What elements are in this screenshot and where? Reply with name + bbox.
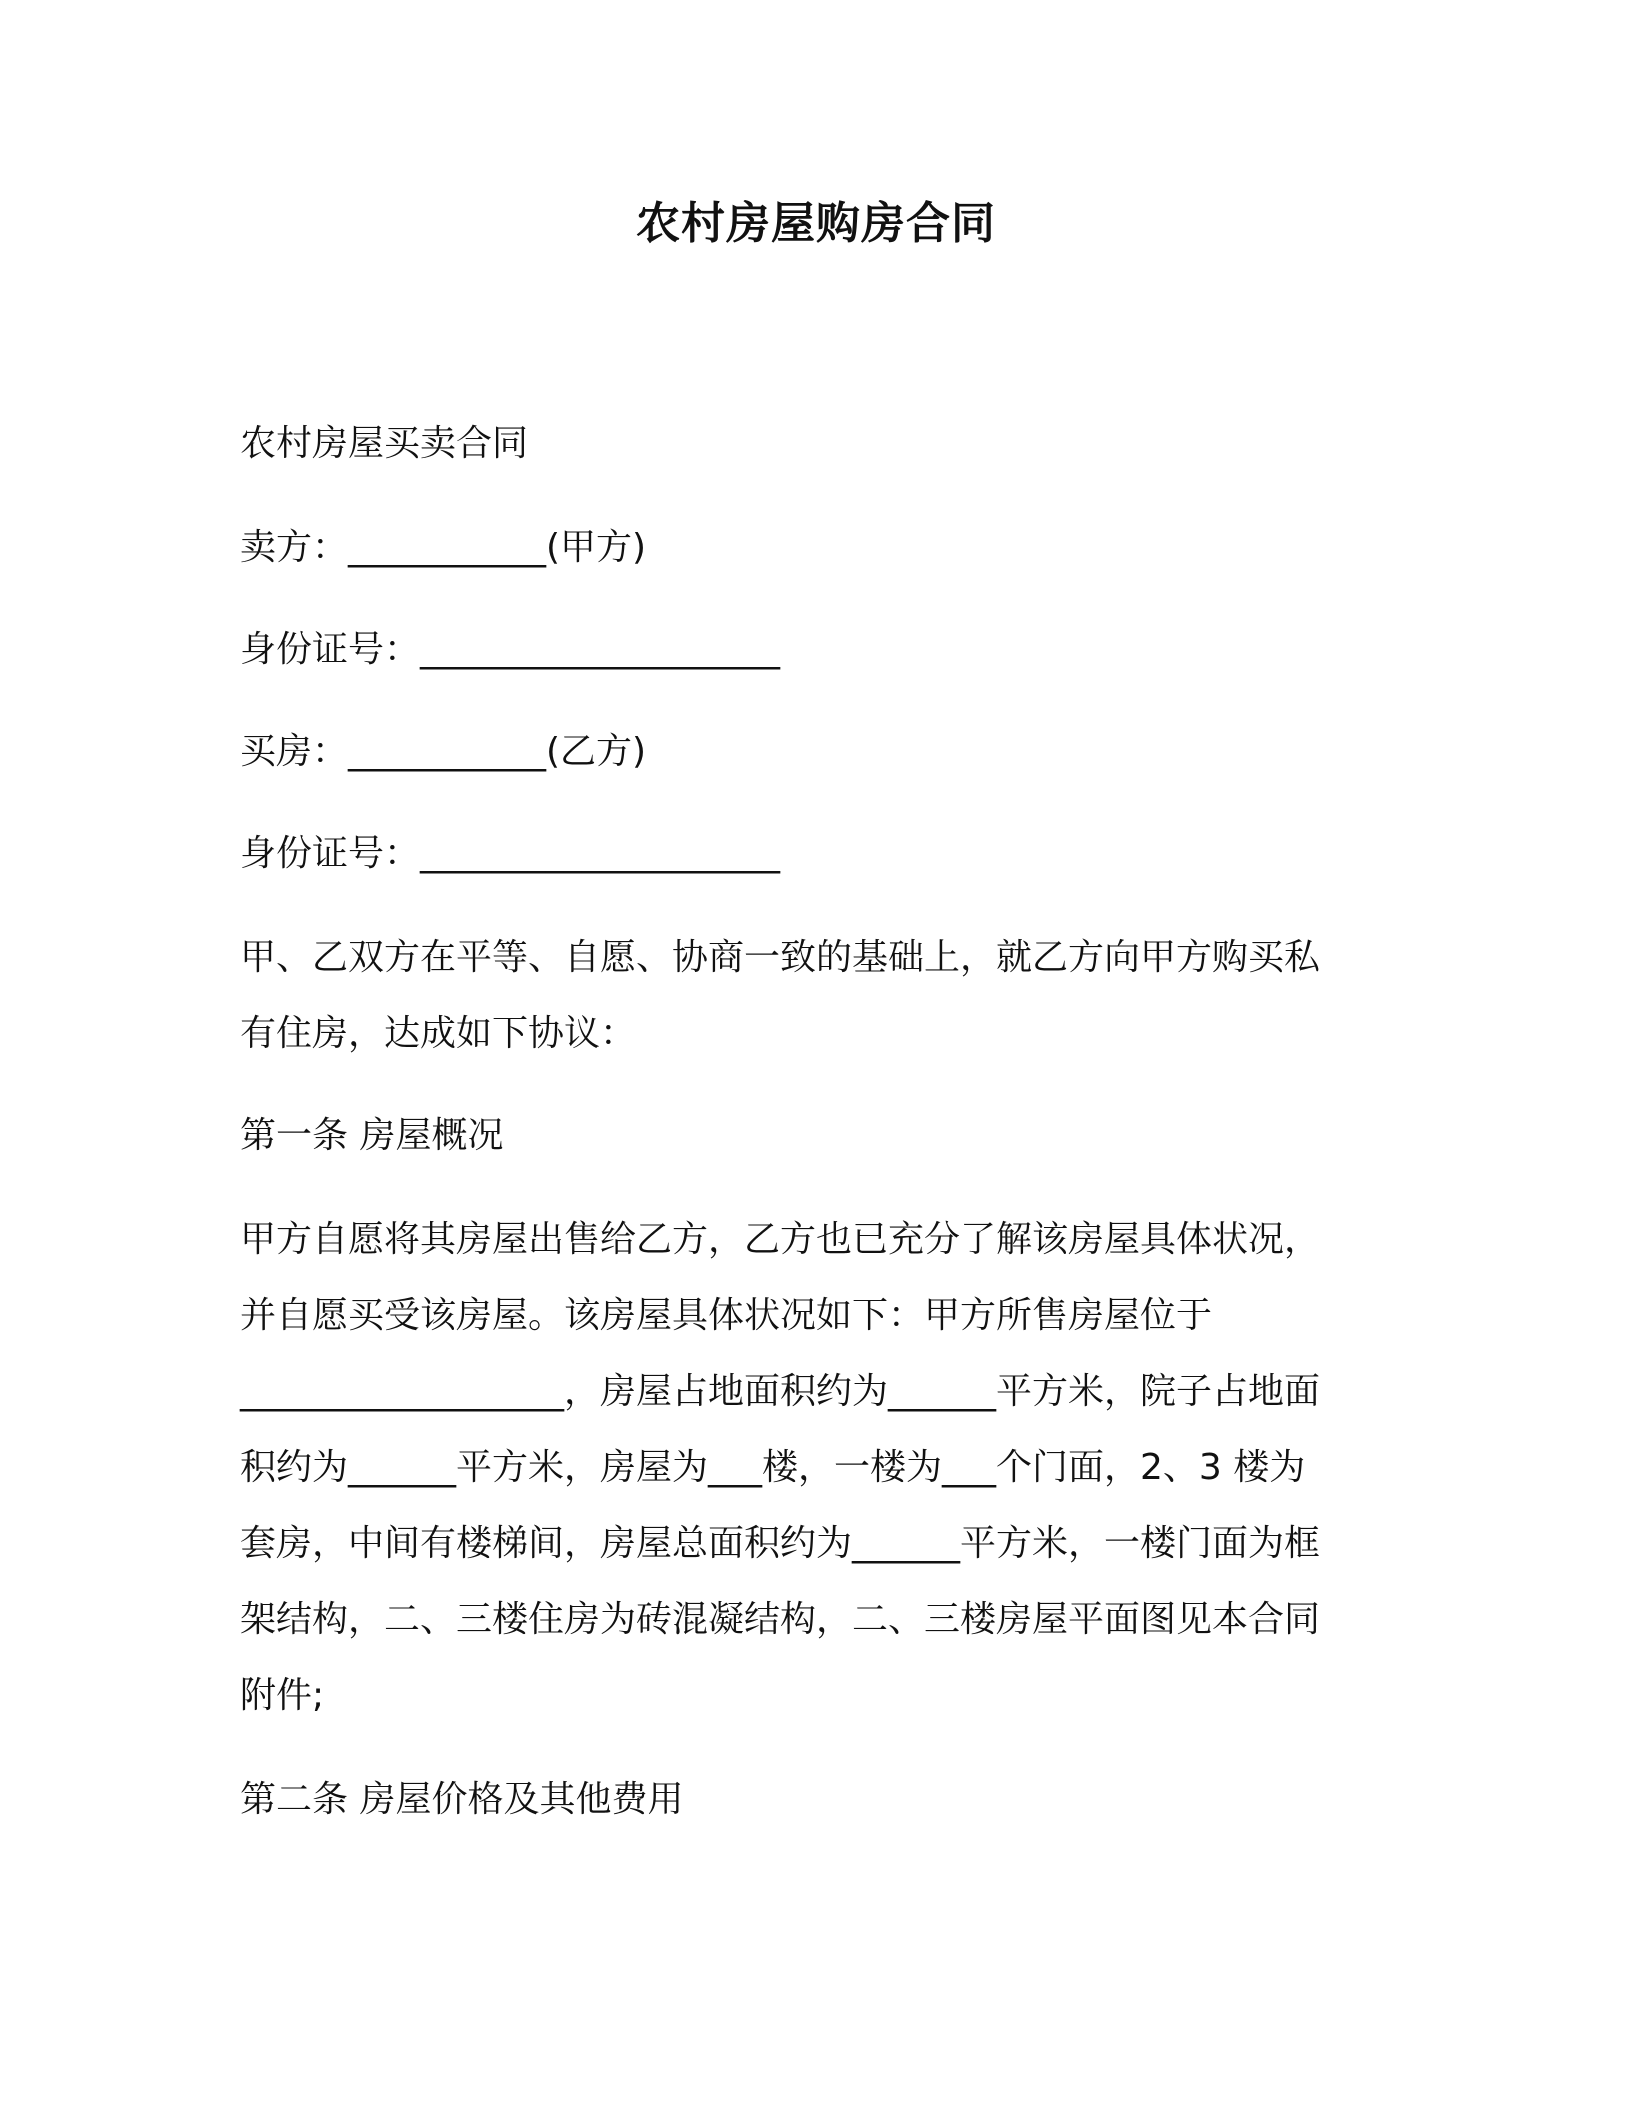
article-1-line-5: 套房，中间有楼梯间，房屋总面积约为______平方米，一楼门面为框 [240,1523,1321,1564]
article-1-heading: 第一条 房屋概况 [240,1115,504,1156]
intro-paragraph-line-2: 有住房，达成如下协议： [240,1013,637,1054]
article-1-line-2: 并自愿买受该房屋。该房屋具体状况如下：甲方所售房屋位于 [240,1295,1213,1336]
contract-subtitle: 农村房屋买卖合同 [240,423,529,464]
article-2-heading: 第二条 房屋价格及其他费用 [240,1779,684,1820]
buyer-id-field: 身份证号：____________________ [240,833,781,874]
article-1-line-4: 积约为______平方米，房屋为___楼，一楼为___个门面，2、3 楼为 [240,1447,1306,1488]
seller-id-field: 身份证号：____________________ [240,629,781,670]
intro-paragraph-line-1: 甲、乙双方在平等、自愿、协商一致的基础上，就乙方向甲方购买私 [240,937,1321,978]
seller-field: 卖方：___________(甲方) [240,527,647,568]
buyer-field: 买房：___________(乙方) [240,731,647,772]
article-1-line-7: 附件; [240,1675,325,1716]
article-1-line-6: 架结构，二、三楼住房为砖混凝结构，二、三楼房屋平面图见本合同 [240,1599,1321,1640]
article-1-line-1: 甲方自愿将其房屋出售给乙方，乙方也已充分了解该房屋具体状况， [240,1219,1321,1260]
document-title: 农村房屋购房合同 [636,198,996,249]
article-1-line-3: __________________，房屋占地面积约为______平方米，院子占地面 [240,1371,1321,1412]
